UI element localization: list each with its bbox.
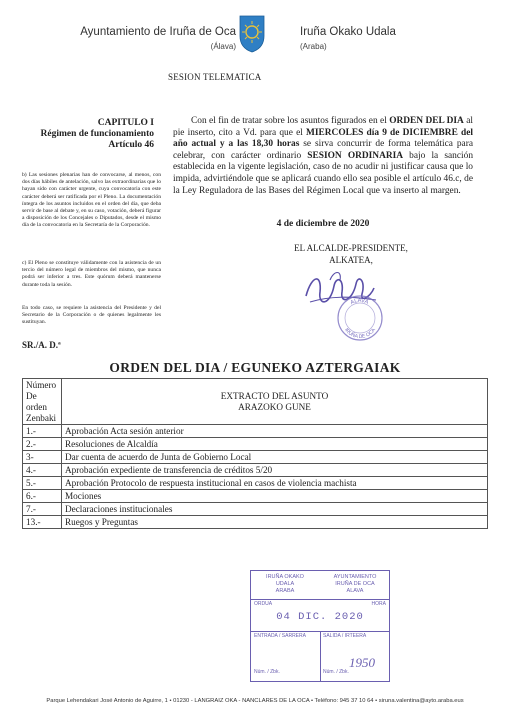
svg-text:IRUÑA DE OCA [343, 327, 377, 340]
svg-text:ALAVA [350, 298, 370, 306]
agenda-item-number: 3- [23, 451, 62, 464]
header-line: Zenbaki [26, 413, 57, 423]
header-line: orden [26, 402, 47, 412]
body-text: se sirva concurrir de forma telemática para celebrar, con carácter ordinario [173, 139, 473, 161]
body-emphasis: MIERCOLES día 9 de DICIEMBRE del año actual y a las 18,30 horas [173, 127, 473, 150]
agenda-table [22, 378, 488, 529]
municipality-name-es: Ayuntamiento de Iruña de Oca [80, 26, 236, 38]
chapter-line: Régimen de funcionamiento [40, 129, 154, 139]
header-left [64, 26, 236, 51]
stamp-divider [251, 599, 389, 600]
body-emphasis: SESION ORDINARIA [307, 150, 404, 161]
stamp-text: IRUÑA DE OCA [335, 581, 375, 587]
agenda-item-number: 6.- [23, 490, 62, 503]
stamp-text: AYUNTAMIENTO [333, 574, 377, 580]
stamp-orduak-label: ORDUA [254, 601, 273, 607]
agenda-item-text: Resoluciones de Alcaldía [62, 438, 488, 451]
stamp-left-block [254, 574, 316, 595]
chapter-line: CAPITULO I [97, 118, 154, 128]
agenda-header-row [23, 379, 488, 425]
stamp-date: 04 DIC. 2020 [276, 611, 364, 623]
stamp-entrada-label: ENTRADA / SARRERA [254, 633, 306, 639]
agenda-item-number: 4.- [23, 464, 62, 477]
province-es: (Álava) [210, 42, 236, 51]
stamp-text: ARABA [275, 588, 295, 594]
agenda-item-number: 2.- [23, 438, 62, 451]
agenda-item-text: Ruegos y Preguntas [62, 516, 488, 529]
header-line: Número [26, 380, 57, 390]
registry-stamp [250, 570, 390, 682]
seal-top-text: ALAVA [349, 297, 370, 307]
header-line: De [26, 391, 37, 401]
agenda-item-text: Dar cuenta de acuerdo de Junta de Gobierno Local [62, 451, 488, 464]
header-line: EXTRACTO DEL ASUNTO [220, 391, 329, 401]
agenda-subject-header [62, 379, 488, 425]
signatory-title [276, 243, 426, 266]
stamp-salida-label: SALIDA / IRTEERA [323, 633, 367, 639]
stamp-text: UDALA [275, 581, 295, 587]
chapter-heading [22, 118, 154, 151]
stamp-text: IRUÑA OKAKO [266, 574, 304, 580]
chapter-line: Artículo 46 [108, 140, 154, 150]
body-emphasis: ORDEN DEL DIA [389, 116, 464, 126]
agenda-item-text: Mociones [62, 490, 488, 503]
agenda-item-text: Aprobación expediente de transferencia de créditos 5/20 [62, 464, 488, 477]
table-row [23, 425, 488, 438]
province-eu: (Araba) [300, 42, 327, 51]
stamp-right-block [323, 574, 387, 595]
agenda-title: ORDEN DEL DIA / EGUNEKO AZTERGAIAK [109, 360, 401, 375]
header-right [300, 26, 470, 51]
agenda-item-text: Declaraciones institucionales [62, 503, 488, 516]
table-row [23, 490, 488, 503]
body-text: Con el fin de tratar sobre los asuntos figurados en el [191, 116, 390, 126]
header-line: ARAZOKO GUNE [238, 402, 311, 412]
stamp-num-label: Núm. / Zbk. [323, 669, 349, 675]
table-row [23, 438, 488, 451]
table-row [23, 516, 488, 529]
article-paragraph: En todo caso, se requiere la asistencia del Presidente y del Secretario de la Corporación o de quienes legalmente les sustituyan. [22, 305, 161, 326]
signatory-line: ALKATEA, [329, 254, 373, 265]
table-row [23, 477, 488, 490]
table-row [23, 451, 488, 464]
agenda-item-number: 1.- [23, 425, 62, 438]
stamp-num-label: Núm. / Zbk. [254, 669, 280, 675]
body-text: bajo la sanción establecida en la vigente legislación, caso de no acudir ni justificar causa que lo impida, advirtiéndole que se aplicará cuando ello sea posible el artículo 46.c, de la Ley Reguladora de las Bases del Régimen Local que va inserto al margen. [173, 150, 474, 196]
agenda-item-text: Aprobación Acta sesión anterior [62, 425, 488, 438]
stamp-divider [320, 631, 321, 681]
article-paragraph: b) Las sesiones plenarias han de convocarse, al menos, con dos días hábiles de antelación, salvo las extraordinarias que lo hayan sido con carácter urgente, cuya convocatoria con este carácter deberá ser ratificada por el Pleno. La documentación íntegra de los asuntos incluidos en el orden del día, que deba servir de base al debate y, en su caso, votación, deberá figurar a disposición de los Concejales o Diputados, desde el mismo día de la convocatoria en la Secretaría de la Corporación. [22, 172, 161, 229]
mayoral-seal [336, 294, 384, 342]
agenda-item-number: 13.- [23, 516, 62, 529]
body-text: al pie inserto, cito a Vd. para que el [173, 116, 473, 138]
table-row [23, 503, 488, 516]
seal-bottom-text: IRUÑA DE OCA [343, 327, 377, 341]
stamp-registry-number: 1950 [349, 655, 375, 670]
municipal-crest-icon [237, 14, 267, 54]
agenda-item-number: 7.- [23, 503, 62, 516]
stamp-crest-icon [317, 573, 321, 597]
stamp-text: ALAVA [346, 588, 364, 594]
document-date: 4 de diciembre de 2020 [276, 219, 370, 229]
agenda-item-number: 5.- [23, 477, 62, 490]
convocation-text [173, 116, 473, 197]
article-paragraph: c) El Pleno se constituye válidamente con la asistencia de un tercio del número legal de miembros del mismo, que nunca podrá ser inferior a tres. Este quórum deberá mantenerse durante toda la sesión. [22, 260, 161, 288]
session-title: SESION TELEMATICA [168, 72, 262, 82]
agenda-item-text: Aprobación Protocolo de respuesta institucional en casos de violencia machista [62, 477, 488, 490]
footer-address: Parque Lehendakari José Antonio de Aguirre, 1 • 01230 - LANGRAIZ OKA - NANCLARES DE LA OCA • Teléfono: 945 37 10 64 • siruna.valentina@ayto.araba.eus [46, 698, 464, 704]
signatory-line: EL ALCALDE-PRESIDENTE, [294, 243, 408, 253]
stamp-hora-label: HORA [371, 601, 386, 607]
table-row [23, 464, 488, 477]
recipient-label: SR./A. D.ª [22, 340, 61, 350]
municipality-name-eu: Iruña Okako Udala [300, 26, 396, 38]
agenda-number-header [23, 379, 62, 425]
